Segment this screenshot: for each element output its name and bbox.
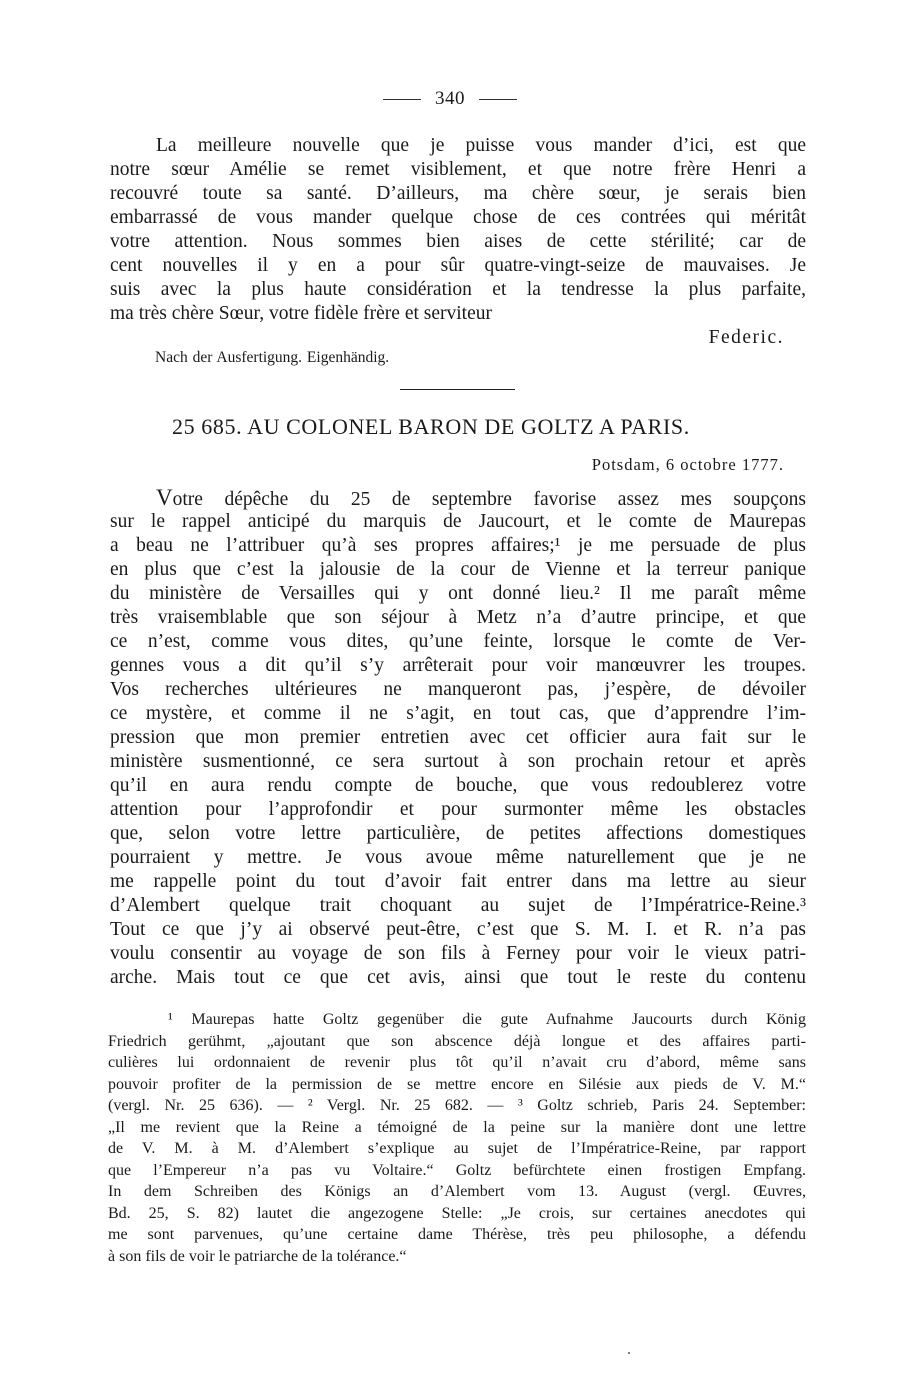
print-speck <box>628 1352 630 1354</box>
text-line: ma très chère Sœur, votre fidèle frère et serviteur <box>110 303 492 324</box>
text-line: notre sœur Amélie se remet visiblement, et que notre frère Henri a <box>110 159 806 180</box>
header-dash-right <box>479 99 517 100</box>
footnote-line: (vergl. Nr. 25 636). — ² Vergl. Nr. 25 682. — ³ Goltz schrieb, Paris 24. September: <box>108 1097 806 1114</box>
source-note: Nach der Ausfertigung. Eigenhändig. <box>155 349 390 366</box>
letter-title: 25 685. AU COLONEL BARON DE GOLTZ A PARIS. <box>172 414 690 439</box>
footnote-line: pouvoir profiter de la permission de se mettre encore en Silésie aux pieds de V. M.“ <box>108 1075 806 1093</box>
footnote-line: „Il me revient que la Reine a témoigné de la peine sur la manière dont une lettre <box>108 1118 806 1136</box>
footnote-line: culières lui ordonnaient de revenir plus tôt qu’il n’avait cru d’abord, même sans <box>108 1054 806 1071</box>
footnote-line: Bd. 25, S. 82) lautet die angezogene Stelle: „Je crois, sur certaines anecdotes qui <box>108 1204 806 1222</box>
text-line: que, selon votre lettre particulière, de petites affections domestiques <box>110 823 806 844</box>
footnote-line: que l’Empereur n’a pas vu Voltaire.“ Goltz befürchtete einen frostigen Empfang. <box>108 1161 806 1179</box>
text-line: du ministère de Versailles qui y ont donné lieu.² Il me paraît même <box>110 583 806 604</box>
section-divider <box>400 389 515 390</box>
initial-letter: V <box>156 485 173 510</box>
text-line: recouvré toute sa santé. D’ailleurs, ma chère sœur, je serais bien <box>110 183 806 204</box>
text-line: Vos recherches ultérieures ne manqueront pas, j’espère, de dévoiler <box>110 679 806 700</box>
footnote-line: me sont parvenues, qu’une certaine dame Thérèse, très peu philosophe, a défendu <box>108 1226 806 1243</box>
text-line: ce n’est, comme vous dites, qu’une feinte, lorsque le comte de Ver- <box>110 631 806 652</box>
footnote-line: ¹ Maurepas hatte Goltz gegenüber die gute Aufnahme Jaucourts durch König <box>168 1011 806 1028</box>
text-line: pourraient y mettre. Je vous avoue même naturellement que je ne <box>110 847 806 868</box>
footnote-line: Friedrich gerühmt, „ajoutant que son abscence déjà longue et des affaires parti- <box>108 1032 806 1050</box>
text-line: voulu consentir au voyage de son fils à Ferney pour voir le vieux patri- <box>110 943 806 964</box>
signature: Federic. <box>708 327 784 348</box>
text-line: votre attention. Nous sommes bien aises de cette stérilité; car de <box>110 231 806 252</box>
text-line: qu’il en aura rendu compte de bouche, que vous redoublerez votre <box>110 775 806 796</box>
text-line: ce mystère, et comme il ne s’agit, en tout cas, que d’apprendre l’im- <box>110 703 806 724</box>
footnotes <box>108 1009 806 1267</box>
text-line: attention pour l’approfondir et pour surmonter même les obstacles <box>110 799 806 820</box>
footnote-line: à son fils de voir le patriarche de la tolérance.“ <box>108 1247 407 1265</box>
text-line: embarrassé de vous mander quelque chose de ces contrées qui méritât <box>110 207 806 228</box>
page-header <box>0 88 900 112</box>
text-line: d’Alembert quelque trait choquant au sujet de l’Impératrice-Reine.³ <box>110 895 806 916</box>
text-line: cent nouvelles il y en a pour sûr quatre-vingt-seize de mauvaises. Je <box>110 255 806 276</box>
text-line-first-rest: otre dépêche du 25 de septembre favorise assez mes soupçons <box>172 489 806 510</box>
text-line: sur le rappel anticipé du marquis de Jaucourt, et le comte de Maurepas <box>110 511 806 532</box>
text-line: en plus que c’est la jalousie de la cour de Vienne et la terreur panique <box>110 559 806 580</box>
text-line: Tout ce que j’y ai observé peut-être, c’est que S. M. I. et R. n’a pas <box>110 919 806 940</box>
previous-letter-text <box>110 134 806 326</box>
text-line: suis avec la plus haute considération et la tendresse la plus parfaite, <box>110 279 806 300</box>
footnote-line: In dem Schreiben des Königs an d’Alembert vom 13. August (vergl. Œuvres, <box>108 1183 806 1200</box>
dateline: Potsdam, 6 octobre 1777. <box>591 455 784 474</box>
text-line: arche. Mais tout ce que cet avis, ainsi que tout le reste du contenu <box>110 967 806 988</box>
text-line: ministère susmentionné, ce sera surtout à son prochain retour et après <box>110 751 806 772</box>
text-line: La meilleure nouvelle que je puisse vous mander d’ici, est que <box>156 135 806 156</box>
text-line-first <box>110 486 806 510</box>
text-line: a beau ne l’attribuer qu’à ses propres affaires;¹ je me persuade de plus <box>110 535 806 556</box>
text-line: très vraisemblable que son séjour à Metz n’a d’autre principe, et que <box>110 607 806 628</box>
letter-body <box>110 486 806 990</box>
text-line: gennes vous a dit qu’il s’y arrêterait pour voir manœuvrer les troupes. <box>110 655 806 676</box>
text-line: me rappelle point du tout d’avoir fait entrer dans ma lettre au sieur <box>110 871 806 892</box>
text-line: pression que mon premier entretien avec cet officier aura fait sur le <box>110 727 806 748</box>
page-number: 340 <box>435 88 465 109</box>
header-dash-left <box>383 99 421 100</box>
footnote-line: de V. M. à M. d’Alembert s’explique au sujet de l’Impératrice-Reine, par rapport <box>108 1140 806 1157</box>
